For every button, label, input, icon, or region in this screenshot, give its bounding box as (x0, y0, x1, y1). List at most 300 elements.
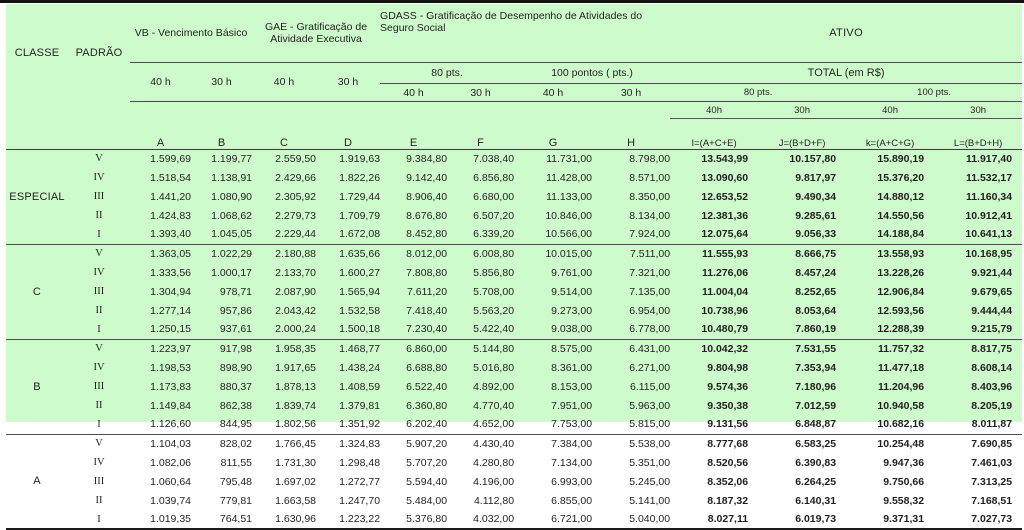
value-cell-e: 7.611,20 (406, 285, 448, 298)
value-cell-d: 1.438,24 (339, 361, 381, 374)
value-cell-k: 10.254,48 (877, 437, 925, 450)
value-cell-g: 11.731,00 (546, 152, 593, 165)
table-row (6, 206, 1022, 225)
column-formula-l: L=(B+D+H) (953, 137, 1003, 149)
value-cell-b: 1.000,17 (211, 266, 253, 279)
header-spacer-b (191, 102, 252, 119)
value-cell-a: 1.518,54 (150, 171, 191, 184)
padrao-cell: V (95, 153, 103, 165)
value-cell-d: 1.468,77 (339, 342, 381, 355)
value-cell-k: 14.880,12 (877, 190, 925, 203)
value-cell-h: 8.571,00 (629, 171, 671, 184)
value-cell-b: 1.045,05 (211, 228, 253, 241)
value-cell-e: 7.230,40 (406, 323, 448, 336)
value-cell-i: 10.480,79 (701, 323, 749, 336)
table-row (6, 149, 1022, 168)
value-cell-k: 10.682,16 (877, 418, 925, 431)
value-cell-i: 8.352,06 (707, 475, 749, 488)
value-cell-f: 4.196,00 (473, 475, 515, 488)
value-cell-c: 1.839,74 (275, 399, 317, 412)
value-cell-e: 8.452,80 (406, 228, 448, 241)
value-cell-b: 917,98 (219, 342, 253, 355)
value-cell-f: 5.422,40 (473, 323, 515, 336)
value-cell-a: 1.599,69 (150, 152, 191, 165)
padrao-cell: II (95, 400, 103, 411)
table-row (6, 377, 1022, 396)
value-cell-l: 10.168,95 (965, 247, 1013, 260)
class-label-a: A (33, 475, 41, 488)
value-cell-f: 4.430,40 (473, 437, 515, 450)
padrao-cell: III (93, 476, 105, 487)
padrao-cell: I (97, 513, 101, 525)
value-cell-j: 10.157,80 (789, 152, 837, 165)
value-cell-h: 5.351,00 (629, 456, 671, 469)
value-cell-k: 15.376,20 (877, 171, 925, 184)
value-cell-a: 1.333,56 (150, 266, 191, 279)
table-row (6, 415, 1022, 434)
value-cell-f: 4.112,80 (473, 494, 515, 507)
header-gdass-100pts: 100 pontos ( pts.) (514, 63, 670, 84)
value-cell-a: 1.019,35 (150, 513, 191, 525)
value-cell-k: 12.288,39 (877, 323, 925, 336)
header-spacer-f (447, 102, 514, 119)
header-row-letters (6, 119, 1022, 150)
value-cell-l: 9.679,65 (971, 285, 1013, 298)
column-letter-h: H (627, 136, 636, 149)
value-cell-e: 5.376,80 (406, 513, 448, 525)
value-cell-g: 9.273,00 (551, 304, 593, 317)
value-cell-g: 6.721,00 (551, 513, 593, 525)
value-cell-a: 1.039,74 (150, 494, 191, 507)
value-cell-g: 10.015,00 (545, 247, 593, 260)
value-cell-k: 9.947,36 (883, 456, 925, 469)
header-ativo: ATIVO (670, 4, 1022, 63)
value-cell-a: 1.277,14 (150, 304, 191, 317)
value-cell-i: 9.804,98 (707, 361, 749, 374)
value-cell-l: 10.641,13 (965, 228, 1013, 241)
value-cell-j: 7.860,19 (795, 323, 837, 336)
table-row (6, 396, 1022, 415)
padrao-cell: V (95, 343, 103, 355)
value-cell-f: 5.144,80 (473, 342, 515, 355)
value-cell-c: 2.000,24 (275, 323, 317, 336)
class-label-c: C (32, 285, 42, 298)
table-row (6, 510, 1022, 529)
header-gae: GAE - Gratificação de Atividade Executiva (252, 4, 380, 63)
value-cell-h: 5.963,00 (629, 399, 671, 412)
header-total-100pts: 100 pts. (846, 84, 1022, 102)
value-cell-d: 1.635,66 (339, 247, 381, 260)
value-cell-b: 1.068,62 (211, 209, 253, 222)
value-cell-l: 8.205,19 (971, 399, 1013, 412)
value-cell-k: 15.890,19 (877, 152, 925, 165)
value-cell-g: 7.134,00 (551, 456, 593, 469)
value-cell-j: 9.056,33 (795, 228, 837, 241)
padrao-cell: III (93, 381, 105, 392)
value-cell-l: 8.403,96 (971, 380, 1013, 393)
value-cell-h: 5.815,00 (629, 418, 671, 431)
table-row (6, 282, 1022, 301)
value-cell-j: 8.053,64 (795, 304, 837, 317)
header-spacer-c (252, 102, 316, 119)
value-cell-g: 11.428,00 (546, 171, 593, 184)
value-cell-b: 811,55 (220, 456, 253, 469)
value-cell-e: 5.484,00 (406, 494, 448, 507)
value-cell-f: 6.680,00 (473, 190, 515, 203)
value-cell-f: 6.008,80 (473, 247, 515, 260)
value-cell-h: 5.245,00 (629, 475, 671, 488)
value-cell-a: 1.393,40 (150, 228, 191, 241)
value-cell-c: 1.630,96 (275, 513, 317, 525)
value-cell-e: 5.907,20 (406, 437, 448, 450)
value-cell-i: 13.090,60 (701, 171, 749, 184)
padrao-cell: V (95, 438, 103, 450)
value-cell-g: 6.855,00 (551, 494, 593, 507)
value-cell-k: 13.228,26 (877, 266, 925, 279)
value-cell-k: 12.906,84 (877, 285, 925, 298)
value-cell-b: 1.138,91 (211, 171, 253, 184)
header-row-total-hours (6, 102, 1022, 119)
value-cell-b: 779,81 (219, 494, 253, 507)
value-cell-d: 1.408,59 (339, 380, 381, 393)
value-cell-a: 1.363,05 (150, 247, 191, 260)
value-cell-j: 8.252,65 (795, 285, 837, 298)
value-cell-k: 12.593,56 (877, 304, 925, 317)
value-cell-k: 9.558,32 (883, 494, 925, 507)
value-cell-h: 7.924,00 (629, 228, 671, 241)
value-cell-a: 1.424,83 (150, 209, 191, 222)
value-cell-k: 10.940,58 (877, 399, 925, 412)
table-row (6, 168, 1022, 187)
value-cell-j: 7.012,59 (795, 399, 837, 412)
value-cell-d: 1.298,48 (339, 456, 381, 469)
value-cell-g: 9.761,00 (551, 266, 593, 279)
table-row (6, 491, 1022, 510)
value-cell-g: 10.846,00 (545, 209, 593, 222)
value-cell-l: 9.921,44 (971, 266, 1013, 279)
value-cell-e: 6.202,40 (406, 418, 448, 431)
value-cell-l: 11.917,40 (965, 152, 1013, 165)
value-cell-e: 9.142,40 (406, 171, 448, 184)
value-cell-h: 6.778,00 (629, 323, 671, 336)
value-cell-d: 1.247,70 (339, 494, 381, 507)
value-cell-g: 8.575,00 (551, 342, 593, 355)
value-cell-c: 2.429,66 (275, 171, 317, 184)
value-cell-i: 11.276,06 (701, 266, 749, 279)
value-cell-e: 5.707,20 (406, 456, 448, 469)
value-cell-k: 11.204,96 (877, 380, 925, 393)
value-cell-f: 5.856,80 (473, 266, 515, 279)
value-cell-h: 7.511,00 (629, 247, 671, 260)
table-row (6, 339, 1022, 358)
value-cell-d: 1.324,83 (339, 437, 381, 450)
value-cell-e: 5.594,40 (406, 475, 448, 488)
value-cell-c: 2.043,42 (275, 304, 317, 317)
value-cell-j: 9.285,61 (795, 209, 837, 222)
value-cell-g: 9.514,00 (551, 285, 593, 298)
padrao-cell: IV (93, 172, 105, 183)
value-cell-l: 7.313,25 (971, 475, 1013, 488)
value-cell-b: 862,38 (219, 399, 253, 412)
value-cell-i: 11.555,93 (701, 247, 749, 260)
header-total-80-30h: 30h (758, 102, 846, 119)
top-border-rule (0, 0, 1024, 3)
value-cell-d: 1.729,44 (339, 190, 381, 203)
header-gae-hours (252, 63, 380, 102)
value-cell-i: 9.350,38 (707, 399, 749, 412)
column-formula-k: k=(A+C+G) (865, 137, 915, 149)
value-cell-g: 6.993,00 (551, 475, 593, 488)
value-cell-c: 2.133,70 (275, 266, 317, 279)
value-cell-d: 1.565,94 (339, 285, 381, 298)
column-formula-i: I=(A+C+E) (691, 137, 737, 149)
value-cell-h: 6.954,00 (629, 304, 671, 317)
value-cell-i: 13.543,99 (701, 152, 749, 165)
value-cell-l: 8.608,14 (971, 361, 1013, 374)
value-cell-g: 8.361,00 (551, 361, 593, 374)
table-row (6, 263, 1022, 282)
padrao-cell: IV (93, 267, 105, 278)
header-spacer-e (380, 102, 447, 119)
value-cell-b: 937,61 (219, 323, 253, 336)
value-cell-j: 8.457,24 (795, 266, 837, 279)
value-cell-d: 1.919,63 (339, 152, 381, 165)
value-cell-h: 6.431,00 (629, 342, 671, 355)
value-cell-e: 7.808,80 (406, 266, 448, 279)
table-row (6, 472, 1022, 491)
header-vb-40h (130, 63, 252, 102)
table-row (6, 301, 1022, 320)
class-label-especial: ESPECIAL (9, 190, 65, 203)
value-cell-c: 2.087,90 (275, 285, 317, 298)
value-cell-a: 1.104,03 (150, 437, 191, 450)
padrao-cell: I (97, 228, 101, 240)
value-cell-d: 1.223,22 (339, 513, 381, 525)
value-cell-g: 9.038,00 (551, 323, 593, 336)
column-letter-e: E (409, 136, 418, 149)
header-gae-30h-label: 30 h (337, 76, 359, 88)
value-cell-f: 4.770,40 (473, 399, 515, 412)
value-cell-f: 4.280,80 (473, 456, 515, 469)
header-padrao: PADRÃO (75, 46, 123, 59)
value-cell-k: 14.188,84 (877, 228, 925, 241)
value-cell-a: 1.223,97 (150, 342, 191, 355)
table-row (6, 244, 1022, 263)
value-cell-b: 978,71 (219, 285, 253, 298)
value-cell-e: 9.384,80 (406, 152, 448, 165)
value-cell-i: 9.131,56 (707, 418, 749, 431)
value-cell-d: 1.500,18 (339, 323, 381, 336)
value-cell-a: 1.304,94 (150, 285, 191, 298)
value-cell-h: 7.321,00 (629, 266, 671, 279)
value-cell-b: 957,86 (219, 304, 253, 317)
value-cell-g: 11.133,00 (546, 190, 593, 203)
value-cell-c: 2.229,44 (275, 228, 317, 241)
value-cell-c: 2.305,92 (275, 190, 317, 203)
value-cell-b: 1.199,77 (211, 152, 253, 165)
padrao-cell: IV (93, 362, 105, 373)
padrao-cell: III (93, 191, 105, 202)
letters-spacer-classe (6, 119, 68, 150)
header-total: TOTAL (em R$) (670, 63, 1022, 84)
value-cell-c: 1.878,13 (275, 380, 317, 393)
value-cell-i: 8.027,11 (707, 513, 749, 525)
value-cell-a: 1.082,06 (150, 456, 191, 469)
value-cell-h: 8.134,00 (629, 209, 671, 222)
table-row (6, 320, 1022, 339)
value-cell-j: 7.353,94 (795, 361, 837, 374)
value-cell-c: 2.279,73 (275, 209, 317, 222)
column-letter-f: F (477, 136, 484, 149)
value-cell-g: 7.753,00 (551, 418, 593, 431)
value-cell-l: 7.461,03 (971, 456, 1013, 469)
value-cell-g: 10.566,00 (545, 228, 593, 241)
value-cell-a: 1.441,20 (150, 190, 191, 203)
value-cell-l: 9.215,79 (971, 323, 1013, 336)
value-cell-h: 7.135,00 (629, 285, 671, 298)
value-cell-f: 4.892,00 (473, 380, 515, 393)
value-cell-d: 1.709,79 (339, 209, 381, 222)
value-cell-e: 6.360,80 (406, 399, 448, 412)
value-cell-l: 8.011,87 (971, 418, 1013, 431)
value-cell-j: 6.583,25 (795, 437, 837, 450)
value-cell-g: 8.153,00 (551, 380, 593, 393)
value-cell-c: 1.958,35 (275, 342, 317, 355)
value-cell-f: 5.708,00 (473, 285, 515, 298)
value-cell-g: 7.951,00 (551, 399, 593, 412)
value-cell-c: 1.802,56 (275, 418, 317, 431)
column-letter-c: C (280, 136, 288, 149)
class-label-b: B (33, 380, 41, 393)
value-cell-l: 9.444,44 (971, 304, 1013, 317)
value-cell-l: 8.817,75 (971, 342, 1013, 355)
value-cell-c: 2.180,88 (275, 247, 317, 260)
header-gae-40h-label: 40 h (273, 76, 295, 88)
value-cell-b: 898,90 (219, 361, 253, 374)
value-cell-d: 1.272,77 (339, 475, 381, 488)
value-cell-l: 7.690,85 (971, 437, 1013, 450)
value-cell-j: 9.817,97 (795, 171, 837, 184)
value-cell-f: 5.016,80 (473, 361, 515, 374)
value-cell-e: 7.418,40 (406, 304, 448, 317)
value-cell-c: 1.663,58 (275, 494, 317, 507)
value-cell-a: 1.198,53 (150, 361, 191, 374)
header-total-80pts: 80 pts. (670, 84, 846, 102)
value-cell-h: 6.271,00 (629, 361, 671, 374)
header-total-100-40h: 40h (846, 102, 934, 119)
header-total-100-30h: 30h (934, 102, 1022, 119)
header-spacer-padrao (68, 102, 130, 119)
value-cell-c: 1.731,30 (275, 456, 317, 469)
padrao-cell: I (97, 323, 101, 335)
header-total-80-40h: 40h (670, 102, 758, 119)
value-cell-k: 14.550,56 (877, 209, 925, 222)
value-cell-l: 7.027,73 (971, 513, 1013, 525)
value-cell-c: 1.766,45 (275, 437, 317, 450)
value-cell-i: 8.777,68 (707, 437, 749, 450)
value-cell-h: 5.538,00 (629, 437, 671, 450)
header-gdass-80-30h: 30 h (447, 84, 514, 102)
value-cell-i: 9.574,36 (707, 380, 749, 393)
value-cell-h: 5.141,00 (629, 494, 671, 507)
value-cell-e: 8.676,80 (406, 209, 448, 222)
value-cell-d: 1.672,08 (339, 228, 381, 241)
value-cell-b: 1.022,29 (211, 247, 253, 260)
value-cell-d: 1.379,81 (339, 399, 381, 412)
header-spacer-h (592, 102, 670, 119)
header-vb: VB - Vencimento Básico (130, 4, 252, 63)
value-cell-b: 828,02 (219, 437, 253, 450)
value-cell-c: 1.697,02 (275, 475, 317, 488)
value-cell-i: 10.042,32 (701, 342, 749, 355)
column-letter-a: A (156, 136, 165, 149)
column-letter-g: G (548, 136, 558, 149)
value-cell-h: 5.040,00 (629, 513, 671, 525)
value-cell-l: 7.168,51 (971, 494, 1013, 507)
value-cell-e: 6.522,40 (406, 380, 448, 393)
value-cell-a: 1.250,15 (150, 323, 191, 336)
table-row (6, 187, 1022, 206)
value-cell-f: 4.032,00 (473, 513, 515, 525)
value-cell-f: 4.652,00 (473, 418, 515, 431)
value-cell-i: 11.004,04 (701, 285, 749, 298)
value-cell-d: 1.351,92 (339, 418, 381, 431)
value-cell-l: 11.160,34 (965, 190, 1013, 203)
salary-table (6, 4, 1022, 530)
value-cell-k: 11.477,18 (877, 361, 925, 374)
value-cell-j: 7.531,55 (795, 342, 837, 355)
letters-spacer-padrao (68, 119, 130, 150)
header-spacer-d (316, 102, 380, 119)
column-letter-b: B (217, 136, 226, 149)
value-cell-e: 8.906,40 (406, 190, 448, 203)
value-cell-d: 1.532,58 (339, 304, 381, 317)
header-gdass: GDASS - Gratificação de Desempenho de Atividades do Seguro Social (380, 4, 670, 63)
value-cell-c: 2.559,50 (275, 152, 317, 165)
value-cell-i: 12.075,64 (701, 228, 749, 241)
padrao-cell: V (95, 248, 103, 260)
value-cell-i: 10.738,96 (701, 304, 749, 317)
value-cell-k: 13.558,93 (877, 247, 925, 260)
table-row (6, 453, 1022, 472)
value-cell-b: 764,51 (219, 513, 253, 525)
value-cell-k: 9.750,66 (883, 475, 925, 488)
header-row-groups (6, 4, 1022, 63)
header-spacer-g (514, 102, 592, 119)
value-cell-f: 6.856,80 (473, 171, 515, 184)
table-background (6, 4, 1022, 525)
header-gdass-80-40h: 40 h (380, 84, 447, 102)
padrao-cell: IV (93, 457, 105, 468)
value-cell-f: 7.038,40 (473, 152, 515, 165)
value-cell-k: 11.757,32 (877, 342, 925, 355)
value-cell-b: 1.080,90 (211, 190, 253, 203)
value-cell-j: 6.390,83 (795, 456, 837, 469)
value-cell-j: 9.490,34 (795, 190, 837, 203)
value-cell-i: 12.653,52 (701, 190, 749, 203)
table-row (6, 434, 1022, 453)
value-cell-l: 10.912,41 (965, 209, 1013, 222)
value-cell-j: 6.264,25 (795, 475, 837, 488)
value-cell-g: 7.384,00 (551, 437, 593, 450)
padrao-cell: I (97, 418, 101, 430)
header-spacer-classe (6, 102, 68, 119)
value-cell-b: 795,48 (219, 475, 253, 488)
value-cell-a: 1.173,83 (150, 380, 191, 393)
value-cell-l: 11.532,17 (965, 171, 1013, 184)
value-cell-d: 1.822,26 (339, 171, 381, 184)
value-cell-f: 6.339,20 (473, 228, 515, 241)
